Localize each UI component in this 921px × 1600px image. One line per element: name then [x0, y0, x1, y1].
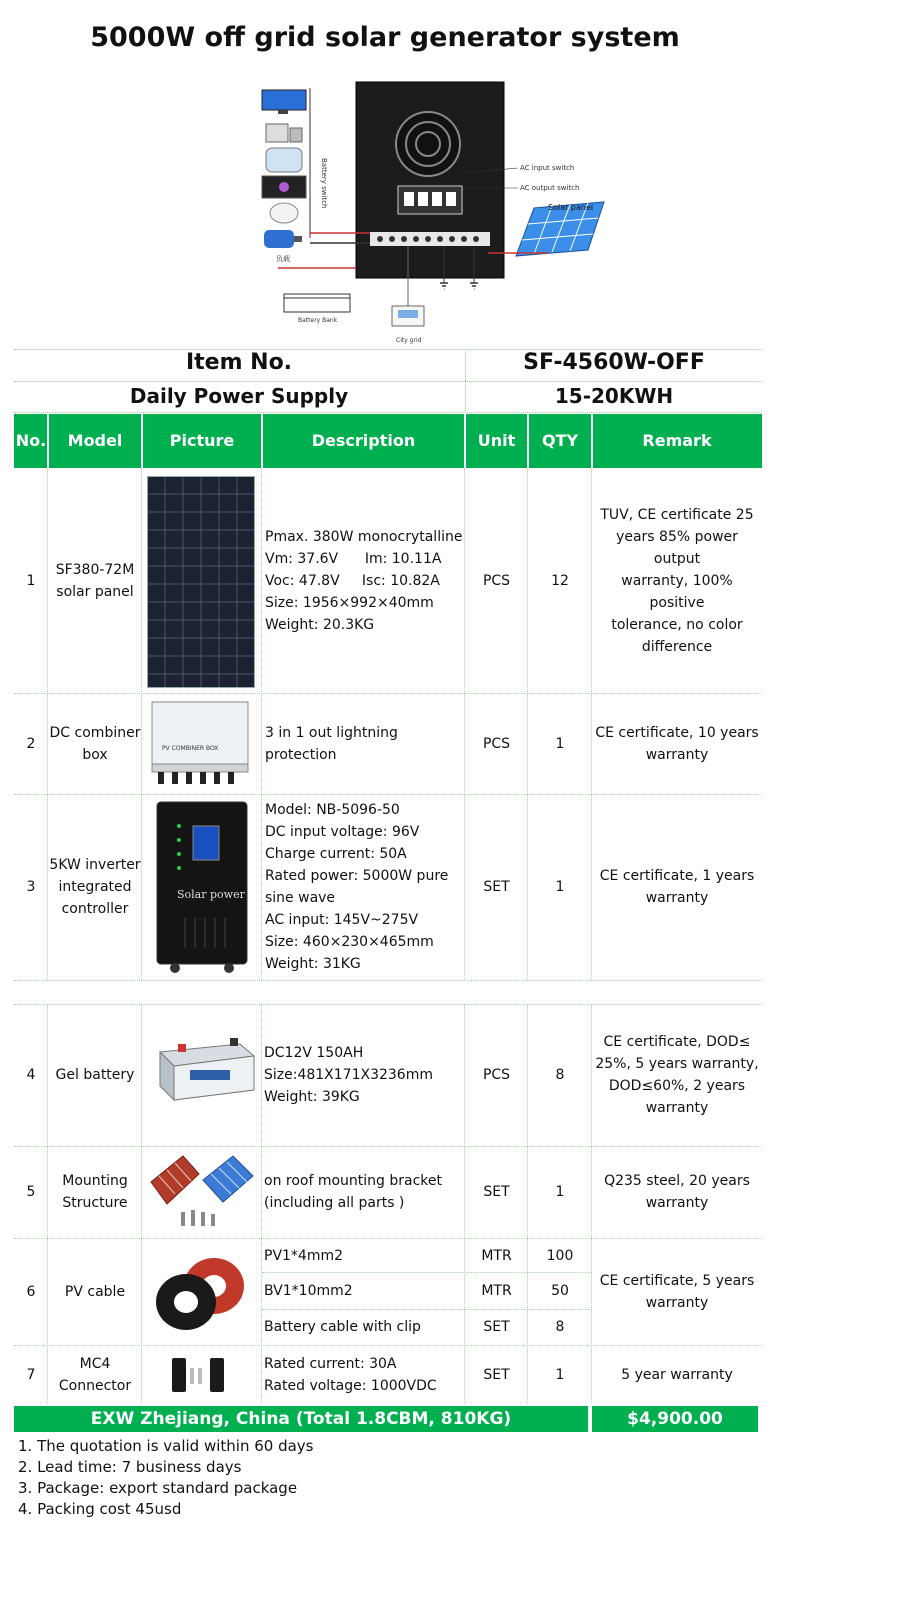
row-qty: 1	[555, 879, 565, 895]
row-qty: 1	[555, 1367, 565, 1383]
note-item: 2. Lead time: 7 business days	[18, 1458, 242, 1476]
row-model: PV cable	[64, 1283, 126, 1300]
row-no: 2	[26, 736, 36, 752]
heater-icon	[270, 203, 298, 223]
row-no: 1	[26, 573, 36, 589]
row-remark: Q235 steel, 20 years warranty	[604, 1173, 750, 1211]
city-grid-label: City grid	[396, 337, 422, 344]
ac-input-label: AC input switch	[520, 164, 575, 172]
row-remark: 5 year warranty	[621, 1367, 733, 1383]
note-item: 1. The quotation is valid within 60 days	[18, 1437, 314, 1455]
inverter-picture	[155, 800, 249, 976]
solar-panel-picture	[147, 476, 255, 688]
tv-icon	[262, 90, 306, 110]
computer-icon	[266, 124, 288, 142]
row-no: 7	[26, 1367, 36, 1383]
row-unit: SET	[483, 1184, 510, 1200]
row-qty: 8	[555, 1067, 565, 1083]
row-no: 3	[26, 879, 36, 895]
row-no: 4	[26, 1067, 36, 1083]
row-remark: CE certificate, 10 years warranty	[595, 725, 759, 763]
row-description: DC12V 150AH Size:481X171X3236mm Weight: 39KG	[264, 1045, 433, 1105]
row-description: on roof mounting bracket (including all parts )	[264, 1173, 443, 1211]
row-model: DC combiner box	[49, 725, 141, 763]
row-model: MC4 Connector	[58, 1356, 132, 1394]
row-no: 5	[26, 1184, 36, 1200]
row-qty: 12	[551, 573, 569, 589]
sub-qty: 100	[546, 1248, 574, 1264]
system-diagram	[258, 78, 628, 348]
col-qty: QTY	[541, 431, 579, 450]
row-description: Model: NB-5096-50 DC input voltage: 96V Charge current: 50A Rated power: 5000W pure sine wave AC input: 145V~275V Size: 460×230×465mm Weight: 31KG	[265, 802, 449, 972]
ac-output-label: AC output switch	[520, 184, 580, 192]
row-unit: PCS	[482, 573, 511, 589]
combiner-box-picture	[150, 700, 250, 786]
shipping-terms: EXW Zhejiang, China (Total 1.8CBM, 810KG)	[14, 1406, 588, 1432]
item-no-label: Item No.	[185, 350, 293, 375]
col-no: No.	[15, 431, 47, 450]
note-item: 4. Packing cost 45usd	[18, 1500, 182, 1518]
daily-power-value: 15-20KWH	[554, 384, 674, 408]
row-unit: SET	[483, 1367, 510, 1383]
row-description: Rated current: 30A Rated voltage: 1000VDC	[264, 1356, 437, 1394]
total-price: $4,900.00	[592, 1406, 758, 1432]
sub-qty: 8	[555, 1319, 565, 1335]
row-qty: 1	[555, 736, 565, 752]
terms-notes	[18, 1436, 314, 1520]
battery-bank-icon	[284, 294, 350, 312]
inverter-brand-label: Solar power	[177, 888, 245, 901]
note-item: 3. Package: export standard package	[18, 1479, 298, 1497]
sub-qty: 50	[551, 1283, 569, 1299]
row-description: 3 in 1 out lightning protection	[265, 725, 398, 763]
row-unit: PCS	[482, 1067, 511, 1083]
col-remark: Remark	[642, 431, 712, 450]
washer-icon	[266, 148, 302, 172]
sub-unit: SET	[483, 1319, 510, 1335]
row-remark: TUV, CE certificate 25 years 85% power output warranty, 100% positive tolerance, no color difference	[600, 507, 754, 655]
motor-icon	[264, 230, 294, 248]
row-no: 6	[26, 1283, 36, 1300]
row-remark: CE certificate, 5 years warranty	[599, 1272, 755, 1311]
row-remark: CE certificate, 1 years warranty	[599, 868, 755, 906]
item-no-value: SF-4560W-OFF	[523, 350, 705, 375]
page-title: 5000W off grid solar generator system	[90, 22, 680, 53]
combiner-box-label: PV COMBINER BOX	[162, 745, 219, 752]
battery-switch-label: Battery switch	[320, 158, 328, 209]
row-model: 5KW inverter integrated controller	[49, 857, 141, 917]
col-model: Model	[67, 431, 123, 450]
sub-unit: MTR	[481, 1248, 512, 1264]
row-unit: PCS	[482, 736, 511, 752]
load-label: 负载	[276, 255, 290, 263]
row-qty: 1	[555, 1184, 565, 1200]
mc4-connector-picture	[168, 1352, 232, 1398]
row-model: SF380-72M solar panel	[55, 562, 135, 600]
row-model: Mounting Structure	[62, 1173, 128, 1211]
row-description: Pmax. 380W monocrytalline Vm: 37.6V Im: 10.11A Voc: 47.8V Isc: 10.82A Size: 1956×992×40mm Weight: 20.3KG	[265, 529, 463, 633]
col-picture: Picture	[169, 431, 235, 450]
sub-unit: MTR	[481, 1283, 512, 1299]
col-description: Description	[311, 431, 416, 450]
battery-bank-label: Battery Bank	[298, 317, 338, 324]
pv-cable-picture	[152, 1250, 248, 1334]
gel-battery-picture	[150, 1036, 258, 1114]
sub-description: Battery cable with clip	[264, 1319, 421, 1335]
daily-power-label: Daily Power Supply	[129, 384, 349, 408]
row-model: Gel battery	[55, 1067, 135, 1083]
col-unit: Unit	[477, 431, 516, 450]
sub-description: PV1*4mm2	[264, 1248, 344, 1264]
row-unit: SET	[483, 879, 510, 895]
sub-description: BV1*10mm2	[264, 1283, 353, 1299]
solar-panel-label: Solar panel	[548, 203, 594, 212]
row-remark: CE certificate, DOD≤ 25%, 5 years warranty, DOD≤60%, 2 years warranty	[595, 1034, 759, 1116]
mounting-structure-picture	[147, 1152, 257, 1234]
